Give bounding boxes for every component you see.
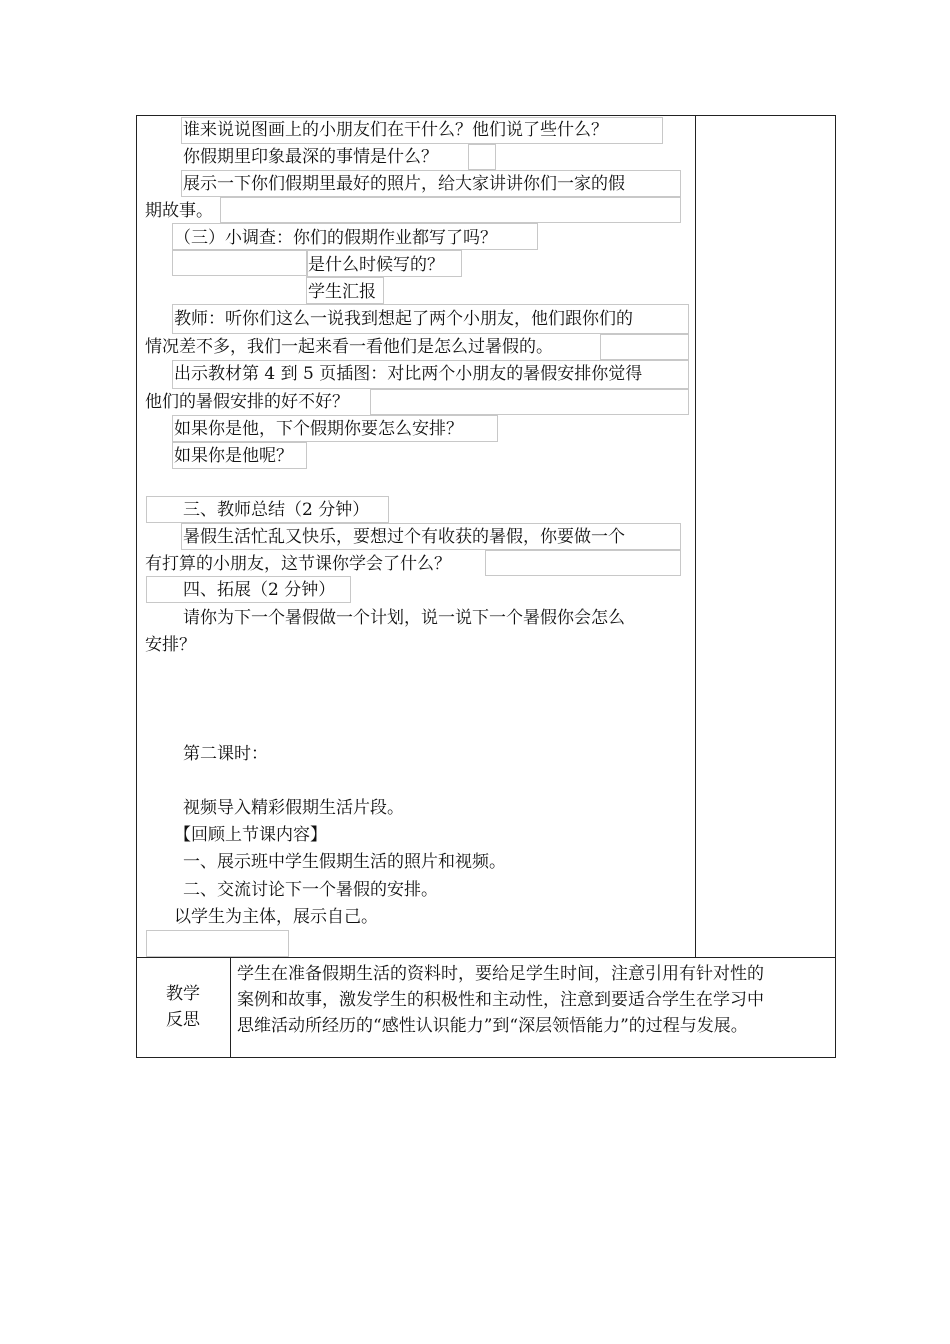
content-line: 一、展示班中学生假期生活的照片和视频。 xyxy=(183,852,506,872)
reflection-label: 反思 xyxy=(166,1010,200,1030)
column-divider xyxy=(695,115,696,958)
section-heading: 四、拓展（2 分钟） xyxy=(183,580,336,600)
reflection-text: 思维活动所经历的“感性认识能力”到“深层领悟能力”的过程与发展。 xyxy=(237,1016,748,1036)
content-line: 安排？ xyxy=(145,635,196,655)
text-frame xyxy=(172,250,308,276)
content-line: 期故事。 xyxy=(145,201,213,221)
content-line: 你假期里印象最深的事情是什么？ xyxy=(183,147,438,167)
text-frame xyxy=(220,197,681,223)
section-heading: 第二课时： xyxy=(183,744,268,764)
text-frame xyxy=(370,389,689,415)
content-line: 有打算的小朋友，这节课你学会了什么？ xyxy=(145,554,451,574)
content-line: 请你为下一个暑假做一个计划，说一说下一个暑假你会怎么 xyxy=(183,608,625,628)
content-line: 【回顾上节课内容】 xyxy=(174,825,327,845)
content-line: 教师：听你们这么一说我到想起了两个小朋友，他们跟你们的 xyxy=(174,309,633,329)
section-heading: 三、教师总结（2 分钟） xyxy=(183,500,370,520)
text-frame xyxy=(468,144,496,170)
reflection-divider xyxy=(230,957,231,1058)
reflection-label: 教学 xyxy=(166,984,200,1004)
content-line: 以学生为主体，展示自己。 xyxy=(174,907,378,927)
content-line: 出示教材第 4 到 5 页插图：对比两个小朋友的暑假安排你觉得 xyxy=(174,364,643,384)
reflection-text: 案例和故事，激发学生的积极性和主动性，注意到要适合学生在学习中 xyxy=(237,990,764,1010)
text-frame xyxy=(600,334,689,360)
content-line: 视频导入精彩假期生活片段。 xyxy=(183,798,404,818)
content-line: 学生汇报 xyxy=(308,282,376,302)
content-line: 如果你是他呢？ xyxy=(174,446,293,466)
content-line: 是什么时候写的？ xyxy=(308,255,444,275)
content-line: 展示一下你们假期里最好的照片，给大家讲讲你们一家的假 xyxy=(183,174,625,194)
content-line: 他们的暑假安排的好不好？ xyxy=(145,392,349,412)
row-divider xyxy=(136,957,836,958)
content-line: 如果你是他，下个假期你要怎么安排？ xyxy=(174,419,463,439)
content-line: 二、交流讨论下一个暑假的安排。 xyxy=(183,880,438,900)
reflection-text: 学生在准备假期生活的资料时，要给足学生时间，注意引用有针对性的 xyxy=(237,964,764,984)
content-line: 谁来说说图画上的小朋友们在干什么？他们说了些什么？ xyxy=(183,120,608,140)
text-frame xyxy=(485,550,681,576)
content-line: （三）小调查：你们的假期作业都写了吗？ xyxy=(174,228,497,248)
content-line: 情况差不多，我们一起来看一看他们是怎么过暑假的。 xyxy=(145,337,553,357)
text-frame xyxy=(146,930,289,957)
content-line: 暑假生活忙乱又快乐，要想过个有收获的暑假，你要做一个 xyxy=(183,527,625,547)
